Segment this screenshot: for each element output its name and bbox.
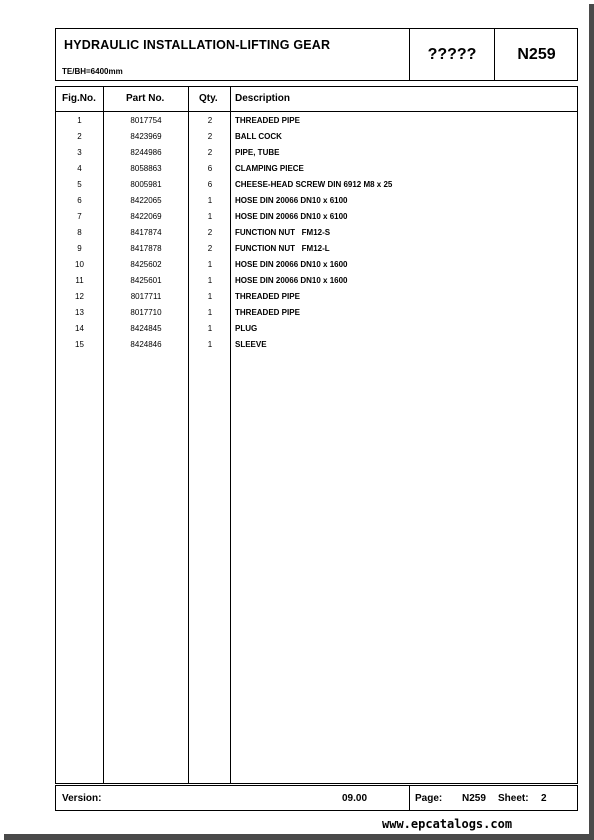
version-value: 09.00 [342,793,368,804]
qty-cell: 1 [207,276,213,285]
part-no-cell: 8422069 [130,212,162,221]
part-no-cell: 8424846 [130,340,162,349]
qty-cell: 2 [207,116,213,125]
fig-no-cell: 7 [77,212,82,221]
fig-no-cell: 1 [77,116,82,125]
qty-cell: 1 [207,196,213,205]
qty-cell: 6 [207,164,213,173]
description-cell: HOSE DIN 20066 DN10 x 1600 [235,276,348,285]
description-cell: CHEESE-HEAD SCREW DIN 6912 M8 x 25 [235,180,393,189]
parts-table [55,86,578,784]
qty-cell: 6 [207,180,213,189]
table-row [56,292,577,308]
qty-cell: 1 [207,324,213,333]
table-row [56,308,577,324]
page-code: N259 [517,45,556,63]
part-no-cell: 8423969 [130,132,162,141]
part-no-cell: 8425601 [130,276,162,285]
part-no-cell: 8017754 [130,116,162,125]
qty-cell: 1 [207,308,213,317]
footer-box [55,785,578,811]
qty-cell: 2 [207,244,213,253]
table-row [56,260,577,276]
part-no-cell: 8417874 [130,228,162,237]
part-no-cell: 8425602 [130,260,162,269]
version-label: Version: [62,793,102,804]
column-header-fig-no: Fig.No. [62,93,96,104]
part-no-cell: 8017711 [130,292,162,301]
part-no-cell: 8244986 [130,148,162,157]
table-row [56,180,577,196]
qty-cell: 2 [207,228,213,237]
qty-cell: 1 [207,292,213,301]
part-no-cell: 8017710 [130,308,162,317]
part-no-cell: 8417878 [130,244,162,253]
fig-no-cell: 6 [77,196,82,205]
qty-cell: 1 [207,340,213,349]
watermark[interactable]: www.epcatalogs.com [382,817,513,831]
description-cell: HOSE DIN 20066 DN10 x 6100 [235,196,348,205]
fig-no-cell: 12 [75,292,84,301]
fig-no-cell: 9 [77,244,82,253]
column-header-description: Description [235,93,291,104]
table-row [56,148,577,164]
page-shadow [589,4,594,836]
fig-no-cell: 3 [77,148,82,157]
table-row [56,116,577,132]
fig-no-cell: 11 [75,276,84,285]
table-row [56,276,577,292]
page-subtitle: TE/BH=6400mm [62,67,123,76]
description-cell: PIPE, TUBE [235,148,280,157]
table-row [56,244,577,260]
description-cell: SLEEVE [235,340,267,349]
fig-no-cell: 15 [75,340,84,349]
description-cell: THREADED PIPE [235,292,300,301]
description-cell: HOSE DIN 20066 DN10 x 1600 [235,260,348,269]
header-row-divider [56,111,577,112]
sheet-label: Sheet: [498,793,529,804]
fig-no-cell: 5 [77,180,82,189]
qty-cell: 1 [207,212,213,221]
sheet-number: 2 [541,793,547,804]
header-box [55,28,578,81]
description-cell: BALL COCK [235,132,282,141]
table-row [56,212,577,228]
column-header-qty: Qty. [199,93,218,104]
table-row [56,228,577,244]
table-row [56,164,577,180]
page-label: Page: [415,793,443,804]
fig-no-cell: 4 [77,164,82,173]
description-cell: PLUG [235,324,258,333]
part-no-cell: 8005981 [130,180,162,189]
unknown-field: ????? [427,45,477,63]
part-no-cell: 8422065 [130,196,162,205]
fig-no-cell: 13 [75,308,84,317]
qty-cell: 1 [207,260,213,269]
table-row [56,340,577,356]
description-cell: FUNCTION NUT FM12-L [235,244,330,253]
page-number: N259 [462,793,486,804]
qty-cell: 2 [207,132,213,141]
part-no-cell: 8424845 [130,324,162,333]
description-cell: THREADED PIPE [235,308,300,317]
footer-divider [409,786,410,810]
description-cell: HOSE DIN 20066 DN10 x 6100 [235,212,348,221]
fig-no-cell: 10 [75,260,84,269]
table-row [56,324,577,340]
description-cell: CLAMPING PIECE [235,164,304,173]
fig-no-cell: 8 [77,228,82,237]
description-cell: THREADED PIPE [235,116,300,125]
fig-no-cell: 14 [75,324,84,333]
qty-cell: 2 [207,148,213,157]
table-row [56,132,577,148]
page-title: HYDRAULIC INSTALLATION-LIFTING GEAR [64,38,331,52]
page-shadow [4,834,594,840]
description-cell: FUNCTION NUT FM12-S [235,228,331,237]
part-no-cell: 8058863 [130,164,162,173]
fig-no-cell: 2 [77,132,82,141]
table-row [56,196,577,212]
column-header-part-no: Part No. [126,93,165,104]
